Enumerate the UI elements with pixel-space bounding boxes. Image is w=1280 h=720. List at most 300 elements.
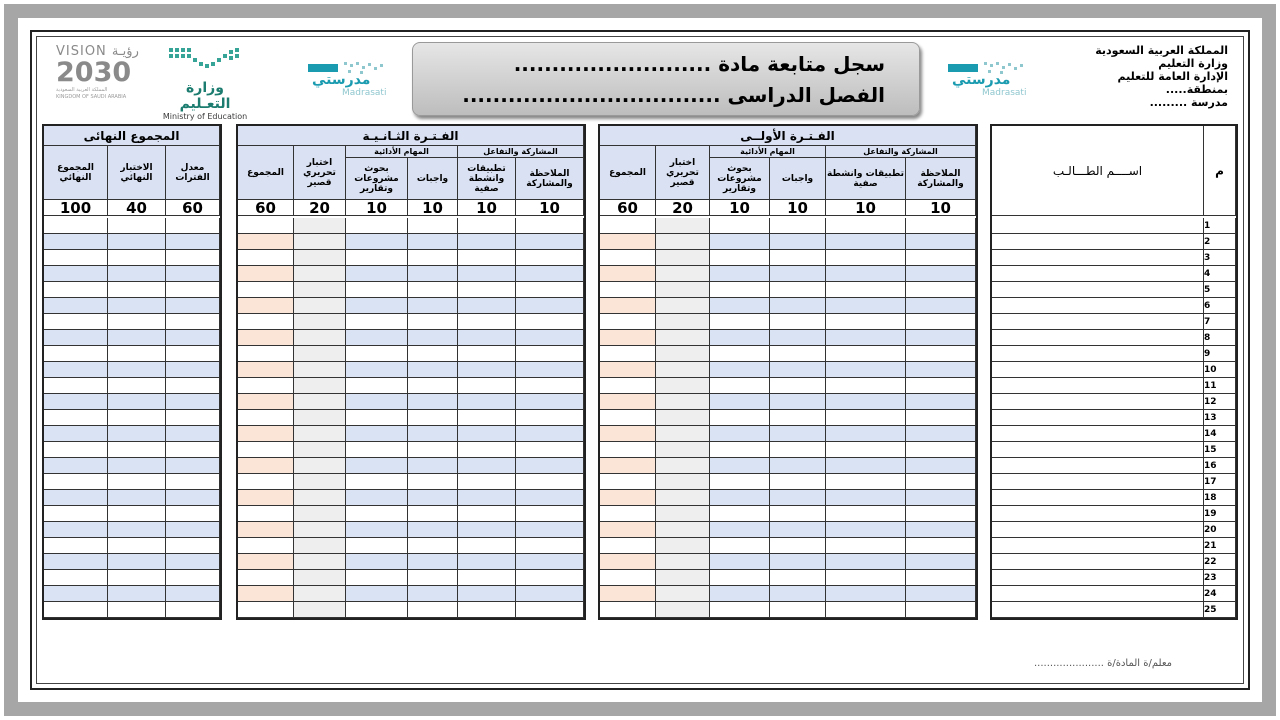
period2-cell [458,602,516,618]
final-cell [108,426,166,442]
period2-homework-value: 10 [408,200,458,216]
period1-cell [710,362,770,378]
period1-cell [770,330,826,346]
period2-cell [516,554,584,570]
final-exam-header: الاختبار النهائي [108,146,166,200]
student-name-cell [992,426,1204,442]
student-name-cell [992,266,1204,282]
period2-cell [516,266,584,282]
period1-cell [656,250,710,266]
final-cell [108,522,166,538]
madrasati-ar: مدرستي [312,72,371,88]
period2-cell [346,394,408,410]
period1-cell [710,554,770,570]
row-number: 19 [1204,506,1236,522]
period1-cell [906,234,976,250]
student-name-cell [992,250,1204,266]
row-number: 18 [1204,490,1236,506]
row-number: 14 [1204,426,1236,442]
period1-cell [826,506,906,522]
period2-cell [238,282,294,298]
period2-cell [408,298,458,314]
student-name-cell [992,298,1204,314]
period1-cell [600,394,656,410]
period1-cell [826,554,906,570]
period2-cell [516,346,584,362]
period1-cell [906,330,976,346]
period2-table [236,124,586,620]
period2-cell [238,218,294,234]
period2-cell [294,506,346,522]
student-name-cell [992,234,1204,250]
period2-cell [346,458,408,474]
period1-cell [710,266,770,282]
period2-cell [458,250,516,266]
period1-cell [906,458,976,474]
final-cell [44,362,108,378]
final-cell [108,602,166,618]
period1-cell [656,394,710,410]
period2-cell [516,602,584,618]
period2-cell [408,410,458,426]
period2-cell [294,330,346,346]
period1-cell [656,218,710,234]
period1-cell [600,554,656,570]
student-name-cell [992,586,1204,602]
period1-cell [600,410,656,426]
period1-cell [656,570,710,586]
period1-cell [770,378,826,394]
final-cell [108,394,166,410]
period2-cell [294,522,346,538]
row-number: 8 [1204,330,1236,346]
period2-cell [408,218,458,234]
period1-test-header: اختبار تحريري قصير [656,146,710,200]
period2-cell [346,490,408,506]
period1-cell [600,314,656,330]
period2-cell [346,234,408,250]
period2-cell [294,538,346,554]
row-number: 6 [1204,298,1236,314]
moe-dots-icon [165,44,245,74]
period2-cell [294,394,346,410]
final-cell [44,218,108,234]
period2-cell [516,458,584,474]
period1-cell [600,330,656,346]
final-cell [166,266,220,282]
period1-cell [656,378,710,394]
period2-cell [238,442,294,458]
final-cell [108,266,166,282]
period1-cell [770,410,826,426]
period2-cell [294,458,346,474]
student-name-cell [992,458,1204,474]
final-cell [108,362,166,378]
final-cell [166,458,220,474]
period1-cell [656,298,710,314]
period2-cell [408,362,458,378]
period1-cell [710,426,770,442]
period1-cell [600,346,656,362]
period2-research-value: 10 [346,200,408,216]
period2-cell [458,458,516,474]
period1-cell [710,458,770,474]
moe-english-name: Ministry of Education [162,112,248,121]
row-number: 10 [1204,362,1236,378]
final-cell [44,522,108,538]
period2-cell [516,234,584,250]
period1-cell [710,218,770,234]
final-cell [166,538,220,554]
period1-cell [906,602,976,618]
period2-cell [516,522,584,538]
period1-cell [770,234,826,250]
period2-cell [458,426,516,442]
period1-cell [656,554,710,570]
period1-cell [906,362,976,378]
student-name-cell [992,330,1204,346]
final-cell [44,538,108,554]
period2-cell [346,282,408,298]
period1-cell [906,538,976,554]
row-number: 21 [1204,538,1236,554]
subject-title: سجل متابعة مادة .......................... [513,52,885,76]
period2-cell [294,586,346,602]
period1-cell [600,378,656,394]
row-number: 7 [1204,314,1236,330]
period2-cell [294,426,346,442]
period1-cell [710,250,770,266]
period1-cell [656,522,710,538]
period1-cell [906,506,976,522]
period1-cell [906,570,976,586]
final-cell [44,298,108,314]
period2-cell [346,314,408,330]
period1-title: الفـتـرة الأولــى [600,126,976,146]
row-number: 13 [1204,410,1236,426]
period2-cell [294,362,346,378]
period2-cell [408,442,458,458]
period2-cell [516,410,584,426]
period2-cell [408,234,458,250]
row-number: 4 [1204,266,1236,282]
period2-cell [238,314,294,330]
period2-cell [458,362,516,378]
period2-cell [408,474,458,490]
final-cell [166,426,220,442]
period1-cell [906,490,976,506]
final-cell [166,346,220,362]
period2-cell [458,554,516,570]
period1-cell [710,506,770,522]
final-cell [108,506,166,522]
period1-cell [600,218,656,234]
row-number: 20 [1204,522,1236,538]
final-cell [108,458,166,474]
period2-cell [408,602,458,618]
final-title: المجموع النهائى [44,126,220,146]
period2-cell [458,490,516,506]
final-cell [108,378,166,394]
period1-cell [600,538,656,554]
period1-cell [710,602,770,618]
period2-cell [294,218,346,234]
student-name-cell [992,362,1204,378]
period2-cell [458,234,516,250]
period1-cell [770,474,826,490]
row-number: 23 [1204,570,1236,586]
period1-cell [906,410,976,426]
period2-cell [408,426,458,442]
period1-cell [770,586,826,602]
period1-cell [656,458,710,474]
final-total-table [42,124,222,620]
period1-cell [710,314,770,330]
period1-cell [826,410,906,426]
period1-research-header: بحوث مشروعات وتقارير [710,158,770,200]
student-name-cell [992,554,1204,570]
final-cell [44,314,108,330]
period2-cell [458,506,516,522]
period2-observation-value: 10 [516,200,584,216]
final-cell [44,330,108,346]
period1-cell [906,218,976,234]
final-cell [44,378,108,394]
period1-cell [906,474,976,490]
period2-cell [346,506,408,522]
period1-cell [770,218,826,234]
period2-cell [516,426,584,442]
final-avg-header: معدل الفترات [166,146,220,200]
row-number: 11 [1204,378,1236,394]
period2-group-participation: المشاركة والتفاعل [458,146,584,158]
final-cell [166,554,220,570]
period2-cell [516,506,584,522]
period1-cell [826,570,906,586]
period2-cell [408,394,458,410]
period2-cell [408,346,458,362]
final-cell [166,234,220,250]
final-cell [108,490,166,506]
period2-cell [294,234,346,250]
final-cell [166,570,220,586]
period1-cell [600,570,656,586]
row-number: 22 [1204,554,1236,570]
period1-cell [710,570,770,586]
period1-cell [600,522,656,538]
period2-cell [516,490,584,506]
period2-cell [238,570,294,586]
students-table [990,124,1238,620]
final-cell [108,250,166,266]
final-cell [166,362,220,378]
period1-cell [656,266,710,282]
student-name-cell [992,378,1204,394]
final-total-value: 100 [44,200,108,216]
period2-practical-header: تطبيقات وانشطة صفية [458,158,516,200]
student-name-cell [992,394,1204,410]
period1-group-participation: المشاركة والتفاعل [826,146,976,158]
final-cell [44,442,108,458]
period2-cell [516,442,584,458]
period1-cell [770,506,826,522]
final-cell [166,394,220,410]
period1-cell [656,234,710,250]
student-name-cell [992,570,1204,586]
period2-cell [458,586,516,602]
period2-cell [238,586,294,602]
period2-cell [516,330,584,346]
period2-cell [346,218,408,234]
period2-test-value: 20 [294,200,346,216]
period1-observation-header: الملاحظة والمشاركة [906,158,976,200]
period1-cell [656,314,710,330]
period2-cell [458,314,516,330]
period2-cell [408,554,458,570]
period1-practical-value: 10 [826,200,906,216]
period1-cell [600,362,656,378]
period2-cell [408,522,458,538]
final-cell [44,602,108,618]
period2-cell [516,362,584,378]
period1-cell [656,474,710,490]
period2-cell [516,314,584,330]
period1-cell [826,378,906,394]
directorate-line: الإدارة العامة للتعليم بمنطقة..... [1117,70,1228,96]
row-number: 2 [1204,234,1236,250]
final-cell [166,602,220,618]
vision-sub-ar: المملكة العربية السعودية [56,87,108,93]
period2-cell [458,410,516,426]
period1-cell [656,586,710,602]
period2-cell [294,250,346,266]
period2-cell [408,266,458,282]
madrasati-logo-right [944,58,1034,102]
period2-cell [346,330,408,346]
period2-cell [408,378,458,394]
period2-cell [238,474,294,490]
period2-cell [238,234,294,250]
semester-title: الفصل الدراسى .................................. [462,83,885,107]
period1-cell [770,602,826,618]
period1-total-header: المجموع [600,146,656,200]
period2-cell [408,458,458,474]
period1-cell [826,362,906,378]
period1-cell [600,474,656,490]
period1-cell [826,250,906,266]
period1-cell [710,394,770,410]
period2-cell [516,218,584,234]
period2-cell [458,330,516,346]
final-cell [44,554,108,570]
madrasati-ar: مدرستي [952,72,1011,88]
period2-cell [346,250,408,266]
period1-cell [600,426,656,442]
period2-cell [408,282,458,298]
period2-cell [238,362,294,378]
period1-cell [600,442,656,458]
final-total-header: المجموع النهائي [44,146,108,200]
period1-cell [600,298,656,314]
row-number: 12 [1204,394,1236,410]
period2-cell [238,378,294,394]
period2-cell [346,298,408,314]
student-name-cell [992,538,1204,554]
row-number: 25 [1204,602,1236,618]
period1-cell [826,330,906,346]
period1-cell [770,314,826,330]
final-cell [108,554,166,570]
period1-cell [826,426,906,442]
final-cell [166,522,220,538]
final-cell [44,506,108,522]
period2-cell [458,266,516,282]
period2-cell [408,570,458,586]
period1-cell [770,266,826,282]
period1-cell [710,442,770,458]
ministry-info [1068,44,1228,109]
period1-cell [710,410,770,426]
period1-cell [656,538,710,554]
final-cell [108,538,166,554]
final-cell [44,458,108,474]
period2-total-header: المجموع [238,146,294,200]
final-cell [44,250,108,266]
period1-cell [826,538,906,554]
period1-cell [656,282,710,298]
period2-group-tasks: المهام الأدائية [346,146,458,158]
period2-cell [516,250,584,266]
period1-cell [600,506,656,522]
period1-cell [906,298,976,314]
period1-cell [770,538,826,554]
period1-cell [826,442,906,458]
period2-cell [294,554,346,570]
period1-cell [770,490,826,506]
student-name-cell [992,314,1204,330]
period1-cell [826,602,906,618]
period2-cell [346,538,408,554]
period1-cell [656,442,710,458]
final-cell [166,474,220,490]
period2-cell [408,538,458,554]
period2-cell [238,602,294,618]
final-cell [108,298,166,314]
period1-cell [826,394,906,410]
period2-cell [238,250,294,266]
period1-cell [826,586,906,602]
period1-cell [770,298,826,314]
period2-cell [346,570,408,586]
final-cell [44,426,108,442]
period2-cell [346,346,408,362]
final-cell [108,330,166,346]
period2-cell [346,410,408,426]
period1-cell [600,234,656,250]
period2-cell [516,538,584,554]
student-name-cell [992,506,1204,522]
student-name-cell [992,410,1204,426]
madrasati-logo-left [304,58,394,102]
period2-cell [238,394,294,410]
final-cell [108,234,166,250]
period1-observation-value: 10 [906,200,976,216]
final-cell [166,298,220,314]
student-name-header: اســــم الطـــالـب [992,126,1204,216]
period1-total-value: 60 [600,200,656,216]
madrasati-en: Madrasati [982,88,1027,98]
student-name-cell [992,602,1204,618]
